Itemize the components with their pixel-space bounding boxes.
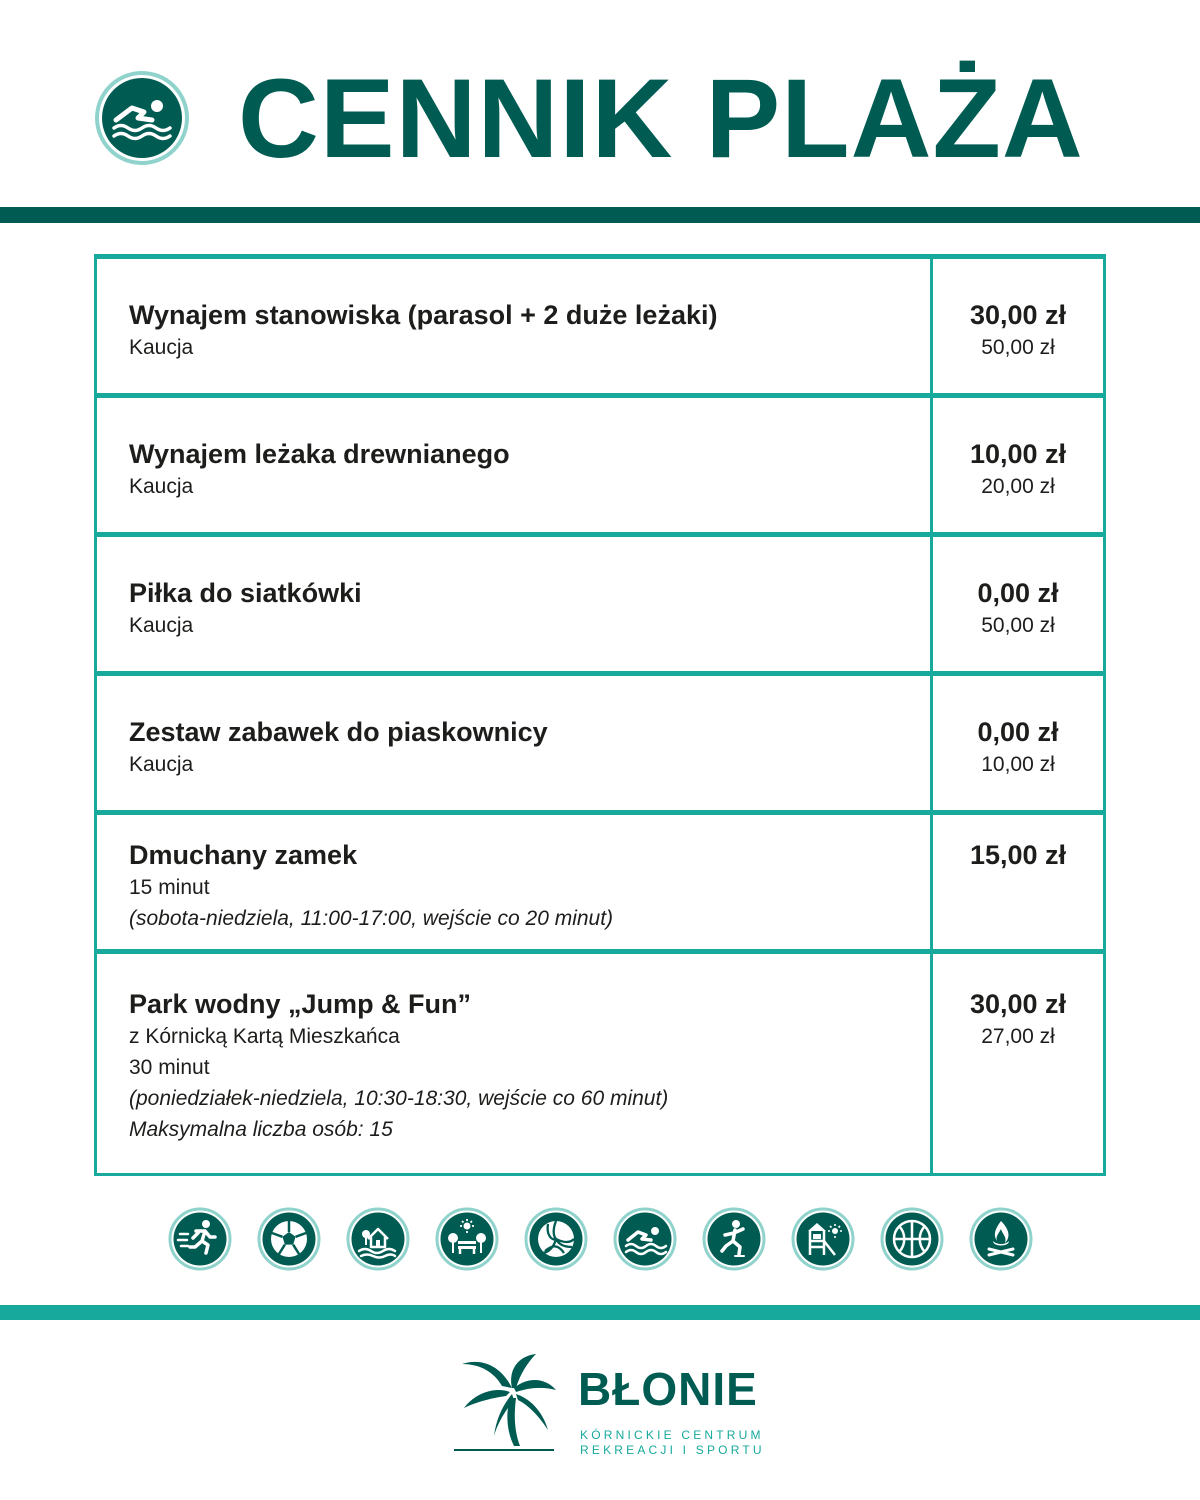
price-row: [97, 393, 1103, 532]
campfire-icon: [969, 1207, 1033, 1271]
price-deposit: 50,00 zł: [981, 614, 1055, 637]
item-detail: z Kórnicką Kartą Mieszkańca: [129, 1025, 400, 1048]
price-cell: [933, 716, 1103, 780]
logo-tagline: [580, 1428, 765, 1458]
column-divider: [930, 954, 933, 1173]
activity-icons: [168, 1207, 1032, 1271]
price-cell: [933, 299, 1103, 363]
price: 30,00 zł: [969, 989, 1067, 1019]
price-row: [97, 810, 1103, 949]
item-detail: Kaucja: [129, 336, 194, 359]
item-detail: Kaucja: [129, 475, 194, 498]
soccer-ball-icon: [257, 1207, 321, 1271]
item-description: [129, 716, 919, 780]
price-table: [94, 254, 1106, 1176]
price-deposit: 50,00 zł: [981, 336, 1055, 359]
price-cell: [933, 988, 1103, 1052]
logo-tagline-line: KÓRNICKIE CENTRUM: [580, 1428, 764, 1442]
price: 0,00 zł: [977, 717, 1059, 747]
house-tree-icon: [346, 1207, 410, 1271]
page-title: CENNIK PLAŻA: [238, 56, 1084, 181]
price-deposit: 20,00 zł: [981, 475, 1055, 498]
volleyball-icon: [524, 1207, 588, 1271]
item-title: Park wodny „Jump & Fun”: [129, 989, 472, 1019]
playground-tower-icon: [791, 1207, 855, 1271]
price-row: [97, 949, 1103, 1176]
header: [0, 0, 1200, 207]
price-row: [97, 671, 1103, 810]
price-cell: [933, 577, 1103, 641]
price-cell: [933, 839, 1103, 872]
item-title: Zestaw zabawek do piaskownicy: [129, 717, 548, 747]
item-detail: Kaucja: [129, 753, 194, 776]
price: 15,00 zł: [969, 840, 1067, 870]
item-schedule: (poniedziałek-niedziela, 10:30-18:30, wejście co 60 minut): [129, 1087, 669, 1110]
item-detail: 30 minut: [129, 1056, 210, 1079]
item-title: Wynajem stanowiska (parasol + 2 duże leżaki): [129, 300, 718, 330]
item-title: Wynajem leżaka drewnianego: [129, 439, 510, 469]
park-bench-icon: [435, 1207, 499, 1271]
item-description: [129, 988, 919, 1145]
item-description: [129, 577, 919, 641]
price-row: [97, 254, 1103, 393]
footer-divider: [0, 1305, 1200, 1320]
item-title: Piłka do siatkówki: [129, 578, 362, 608]
item-description: [129, 299, 919, 363]
item-description: [129, 438, 919, 502]
item-description: [129, 839, 919, 934]
header-divider: [0, 207, 1200, 223]
item-capacity: Maksymalna liczba osób: 15: [129, 1118, 393, 1141]
skater-icon: [702, 1207, 766, 1271]
logo-tagline-line: REKREACJI I SPORTU: [580, 1443, 765, 1457]
swimmer-icon: [613, 1207, 677, 1271]
price: 30,00 zł: [969, 300, 1067, 330]
item-title: Dmuchany zamek: [129, 840, 358, 870]
swimmer-icon: [94, 70, 190, 166]
blonie-logo: [450, 1350, 765, 1460]
price-row: [97, 532, 1103, 671]
price-deposit: 10,00 zł: [981, 753, 1055, 776]
item-detail: Kaucja: [129, 614, 194, 637]
palm-tree-icon: [450, 1350, 570, 1454]
price: 10,00 zł: [969, 439, 1067, 469]
price: 0,00 zł: [977, 578, 1059, 608]
price-resident: 27,00 zł: [981, 1025, 1055, 1048]
column-divider: [930, 815, 933, 949]
basketball-icon: [880, 1207, 944, 1271]
item-schedule: (sobota-niedziela, 11:00-17:00, wejście co 20 minut): [129, 907, 614, 930]
logo-name: BŁONIE: [578, 1363, 758, 1415]
runner-icon: [168, 1207, 232, 1271]
price-cell: [933, 438, 1103, 502]
item-detail: 15 minut: [129, 876, 210, 899]
